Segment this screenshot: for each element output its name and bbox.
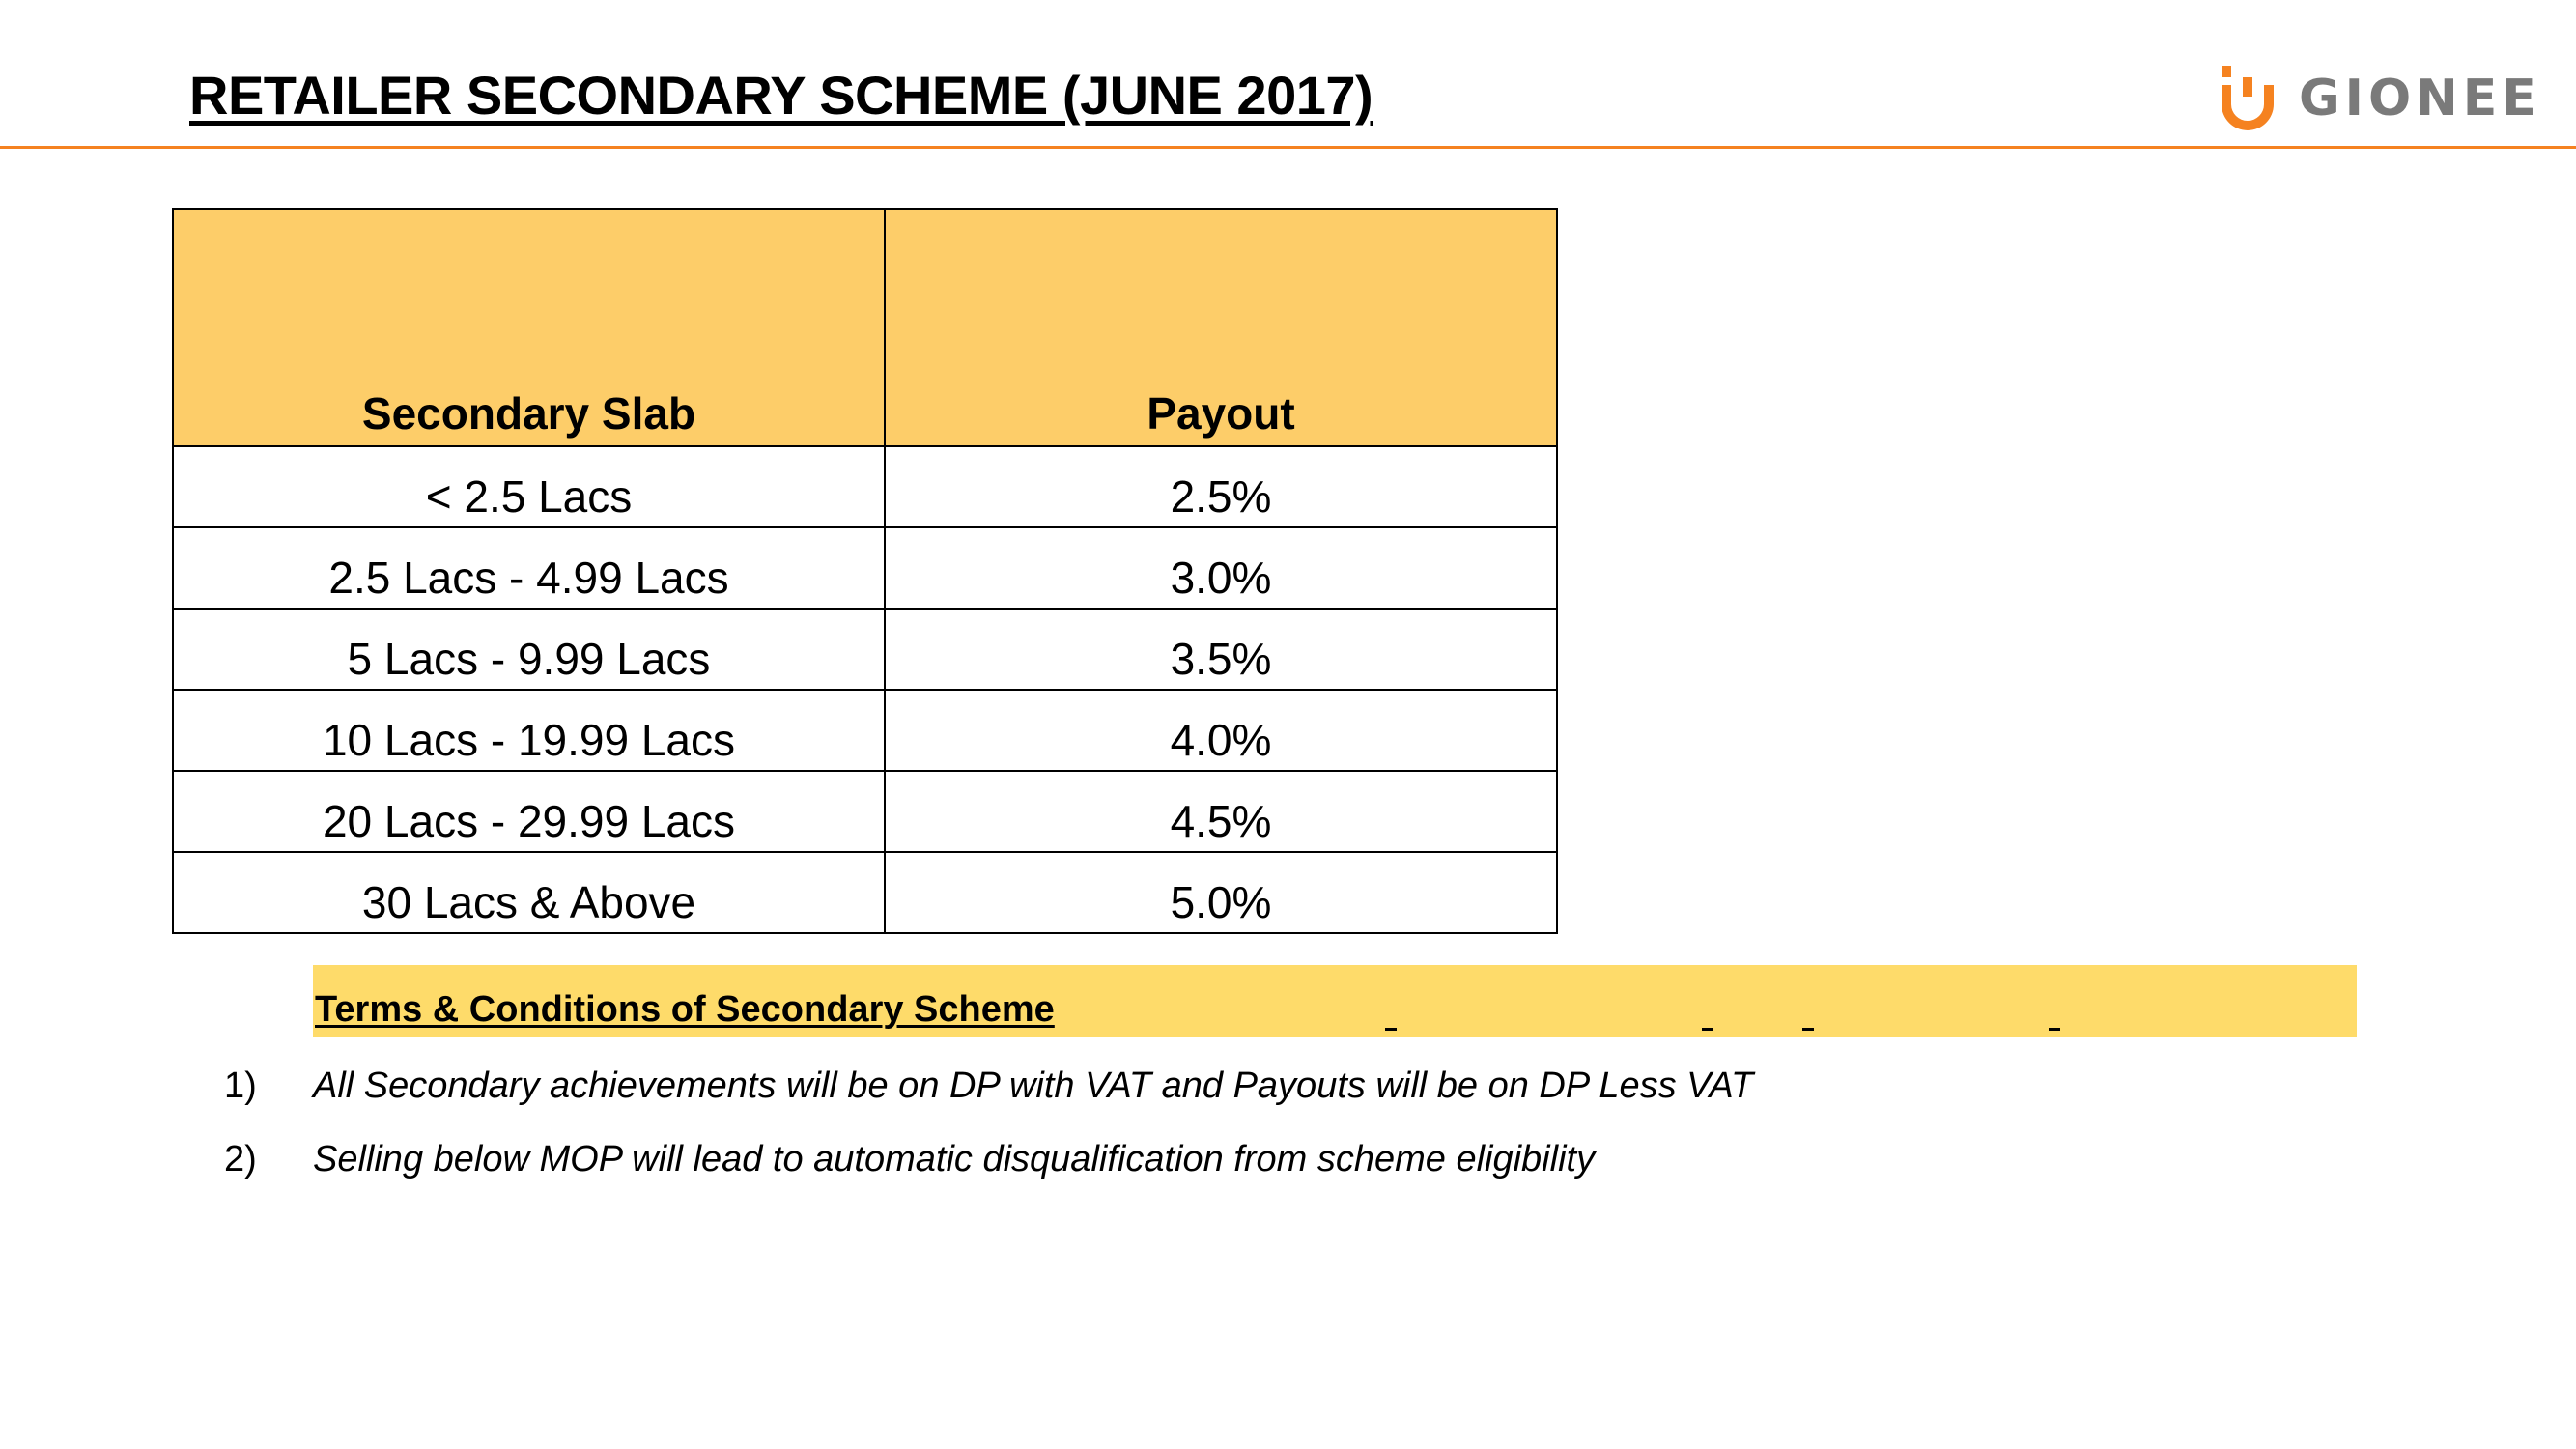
column-header-payout: Payout bbox=[885, 209, 1557, 446]
term-item bbox=[224, 1139, 1595, 1180]
table-header-row bbox=[173, 209, 1557, 446]
logo-text: GIONEE bbox=[2299, 70, 2541, 128]
dash-mark bbox=[1802, 1028, 1814, 1031]
header-divider bbox=[0, 146, 2576, 149]
slab-cell: 20 Lacs - 29.99 Lacs bbox=[173, 771, 885, 852]
table-row bbox=[173, 852, 1557, 933]
payout-cell: 5.0% bbox=[885, 852, 1557, 933]
gionee-logo-icon bbox=[2218, 64, 2281, 133]
term-number: 2) bbox=[224, 1139, 257, 1179]
slab-cell: 30 Lacs & Above bbox=[173, 852, 885, 933]
term-number: 1) bbox=[224, 1065, 257, 1106]
secondary-slab-table bbox=[172, 208, 1558, 934]
table-row bbox=[173, 446, 1557, 527]
slab-cell: 10 Lacs - 19.99 Lacs bbox=[173, 690, 885, 771]
terms-title: Terms & Conditions of Secondary Scheme bbox=[315, 989, 1055, 1030]
payout-cell: 4.0% bbox=[885, 690, 1557, 771]
payout-cell: 2.5% bbox=[885, 446, 1557, 527]
table-row bbox=[173, 771, 1557, 852]
slab-cell: < 2.5 Lacs bbox=[173, 446, 885, 527]
payout-cell: 4.5% bbox=[885, 771, 1557, 852]
table-row bbox=[173, 690, 1557, 771]
dash-mark bbox=[1702, 1028, 1713, 1031]
slab-cell: 5 Lacs - 9.99 Lacs bbox=[173, 609, 885, 690]
slab-cell: 2.5 Lacs - 4.99 Lacs bbox=[173, 527, 885, 609]
gionee-logo bbox=[2218, 60, 2541, 137]
term-item bbox=[224, 1065, 1753, 1107]
term-text: Selling below MOP will lead to automatic disqualification from scheme eligibility bbox=[313, 1139, 1596, 1179]
column-header-slab: Secondary Slab bbox=[173, 209, 885, 446]
dash-mark bbox=[2049, 1028, 2060, 1031]
dash-mark bbox=[1385, 1028, 1397, 1031]
payout-cell: 3.0% bbox=[885, 527, 1557, 609]
page-title: RETAILER SECONDARY SCHEME (JUNE 2017) bbox=[189, 65, 1373, 126]
payout-cell: 3.5% bbox=[885, 609, 1557, 690]
term-text: All Secondary achievements will be on DP with VAT and Payouts will be on DP Less VAT bbox=[313, 1065, 1754, 1106]
table-row bbox=[173, 527, 1557, 609]
table-row bbox=[173, 609, 1557, 690]
